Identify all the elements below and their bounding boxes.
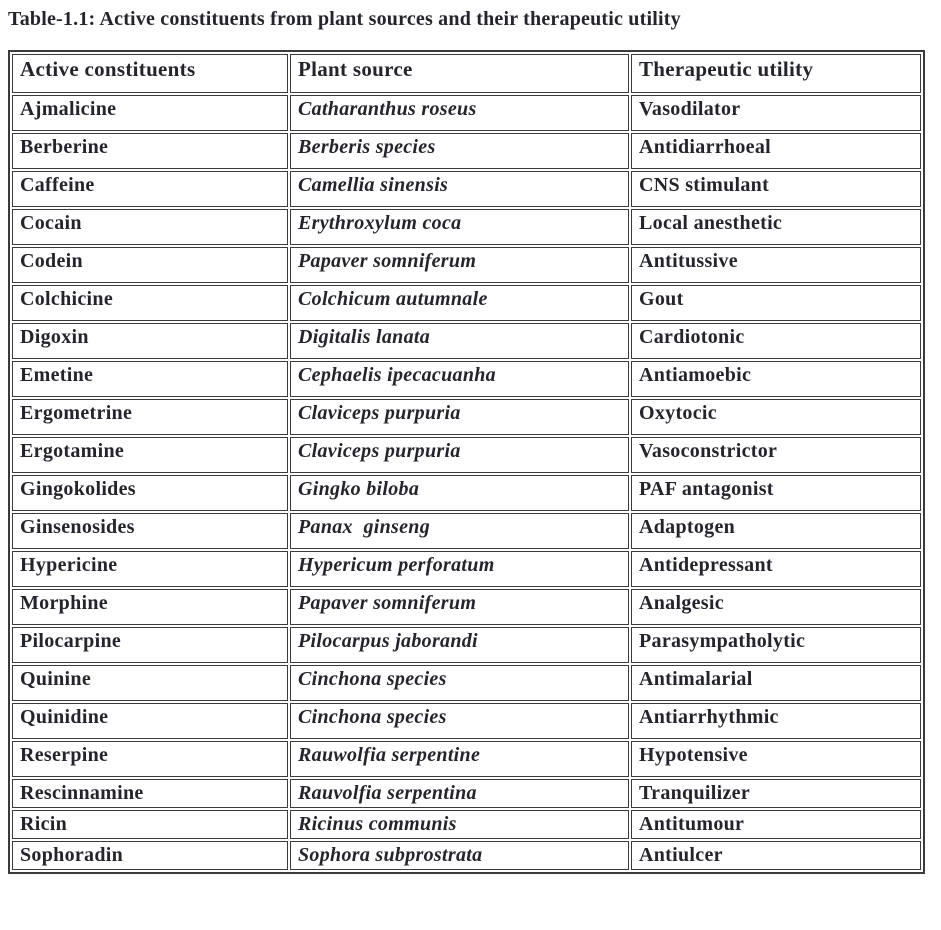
constituent-cell: Ginsenosides	[12, 513, 288, 549]
table-row	[12, 627, 921, 663]
plant-source-cell: Colchicum autumnale	[290, 285, 629, 321]
constituent-cell: Quinine	[12, 665, 288, 701]
header-active-constituents: Active constituents	[12, 54, 288, 93]
table-row	[12, 779, 921, 808]
utility-cell: Analgesic	[631, 589, 921, 625]
constituent-cell: Pilocarpine	[12, 627, 288, 663]
plant-source-cell: Cinchona species	[290, 665, 629, 701]
plant-source-cell: Catharanthus roseus	[290, 95, 629, 131]
table-row	[12, 703, 921, 739]
table-row	[12, 437, 921, 473]
constituent-cell: Rescinnamine	[12, 779, 288, 808]
plant-source-cell: Gingko biloba	[290, 475, 629, 511]
plant-source-cell: Papaver somniferum	[290, 247, 629, 283]
header-row	[12, 54, 921, 93]
utility-cell: Adaptogen	[631, 513, 921, 549]
constituent-cell: Colchicine	[12, 285, 288, 321]
utility-cell: Gout	[631, 285, 921, 321]
constituent-cell: Ajmalicine	[12, 95, 288, 131]
utility-cell: Antiulcer	[631, 841, 921, 870]
plant-source-cell: Cinchona species	[290, 703, 629, 739]
plant-source-cell: Rauvolfia serpentina	[290, 779, 629, 808]
utility-cell: Vasodilator	[631, 95, 921, 131]
constituent-cell: Reserpine	[12, 741, 288, 777]
header-plant-source: Plant source	[290, 54, 629, 93]
plant-source-cell: Digitalis lanata	[290, 323, 629, 359]
table-row	[12, 399, 921, 435]
utility-cell: Hypotensive	[631, 741, 921, 777]
utility-cell: Vasoconstrictor	[631, 437, 921, 473]
table-row	[12, 171, 921, 207]
table-row	[12, 323, 921, 359]
utility-cell: Antimalarial	[631, 665, 921, 701]
utility-cell: Oxytocic	[631, 399, 921, 435]
plant-source-cell: Ricinus communis	[290, 810, 629, 839]
table-row	[12, 513, 921, 549]
table-row	[12, 551, 921, 587]
constituent-cell: Berberine	[12, 133, 288, 169]
utility-cell: Antitussive	[631, 247, 921, 283]
plant-source-cell: Papaver somniferum	[290, 589, 629, 625]
constituent-cell: Digoxin	[12, 323, 288, 359]
plant-source-cell: Berberis species	[290, 133, 629, 169]
utility-cell: Local anesthetic	[631, 209, 921, 245]
table-row	[12, 285, 921, 321]
header-therapeutic-utility: Therapeutic utility	[631, 54, 921, 93]
table-row	[12, 209, 921, 245]
plant-source-cell: Claviceps purpuria	[290, 437, 629, 473]
table-row	[12, 95, 921, 131]
active-constituents-table	[8, 50, 925, 874]
table-row	[12, 665, 921, 701]
plant-source-cell: Sophora subprostrata	[290, 841, 629, 870]
table-row	[12, 133, 921, 169]
utility-cell: Antiarrhythmic	[631, 703, 921, 739]
utility-cell: Antitumour	[631, 810, 921, 839]
plant-source-cell: Panax ginseng	[290, 513, 629, 549]
utility-cell: Antiamoebic	[631, 361, 921, 397]
table-row	[12, 475, 921, 511]
utility-cell: Parasympatholytic	[631, 627, 921, 663]
constituent-cell: Sophoradin	[12, 841, 288, 870]
utility-cell: Tranquilizer	[631, 779, 921, 808]
plant-source-cell: Erythroxylum coca	[290, 209, 629, 245]
table-row	[12, 361, 921, 397]
constituent-cell: Emetine	[12, 361, 288, 397]
table-row	[12, 810, 921, 839]
utility-cell: Antidepressant	[631, 551, 921, 587]
plant-source-cell: Cephaelis ipecacuanha	[290, 361, 629, 397]
utility-cell: Cardiotonic	[631, 323, 921, 359]
table-row	[12, 589, 921, 625]
table-row	[12, 247, 921, 283]
constituent-cell: Ricin	[12, 810, 288, 839]
constituent-cell: Cocain	[12, 209, 288, 245]
constituent-cell: Ergotamine	[12, 437, 288, 473]
plant-source-cell: Camellia sinensis	[290, 171, 629, 207]
constituent-cell: Caffeine	[12, 171, 288, 207]
constituent-cell: Quinidine	[12, 703, 288, 739]
constituent-cell: Ergometrine	[12, 399, 288, 435]
plant-source-cell: Rauwolfia serpentine	[290, 741, 629, 777]
constituent-cell: Gingokolides	[12, 475, 288, 511]
table-body	[12, 95, 921, 870]
utility-cell: Antidiarrhoeal	[631, 133, 921, 169]
constituent-cell: Hypericine	[12, 551, 288, 587]
table-row	[12, 741, 921, 777]
utility-cell: CNS stimulant	[631, 171, 921, 207]
table-row	[12, 841, 921, 870]
constituent-cell: Morphine	[12, 589, 288, 625]
plant-source-cell: Hypericum perforatum	[290, 551, 629, 587]
table-caption: Table-1.1: Active constituents from plant sources and their therapeutic utility	[8, 8, 681, 30]
plant-source-cell: Pilocarpus jaborandi	[290, 627, 629, 663]
constituent-cell: Codein	[12, 247, 288, 283]
plant-source-cell: Claviceps purpuria	[290, 399, 629, 435]
utility-cell: PAF antagonist	[631, 475, 921, 511]
